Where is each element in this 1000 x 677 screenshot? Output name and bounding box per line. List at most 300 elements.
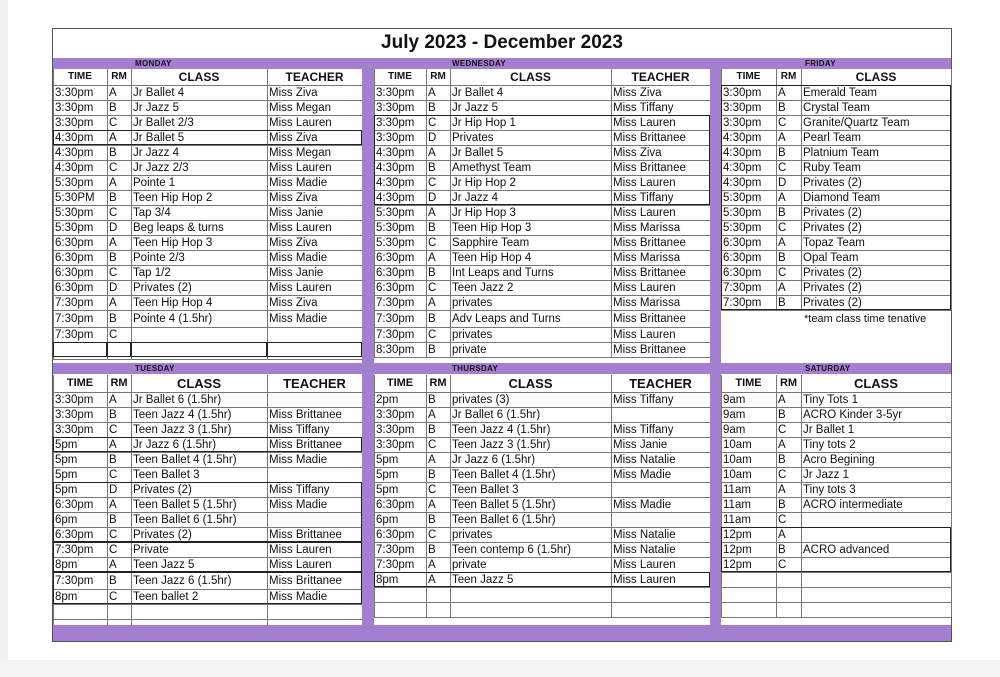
- saturday-col-line: [801, 375, 802, 617]
- friday-cell: A: [778, 191, 786, 204]
- friday-cell: A: [778, 131, 786, 144]
- tuesday-cell: Jr Jazz 6 (1.5hr): [133, 438, 217, 451]
- tuesday-cell: 3:30pm: [55, 423, 94, 436]
- saturday-row-line: [721, 587, 951, 588]
- thursday-cell: A: [428, 573, 436, 586]
- thursday-row-line: [374, 602, 710, 603]
- thursday-header-teacher: TEACHER: [629, 376, 692, 391]
- tuesday-header-rm: RM: [110, 377, 128, 389]
- monday-cell: 5:30pm: [55, 176, 94, 189]
- wednesday-cell: A: [428, 146, 436, 159]
- saturday-cell: 11am: [723, 483, 751, 496]
- tuesday-cell: Miss Tiffany: [269, 483, 330, 496]
- friday-header-rm: RM: [780, 71, 797, 82]
- saturday-cell: C: [778, 468, 787, 481]
- tuesday-day-label: TUESDAY: [135, 364, 175, 373]
- saturday-cell: [803, 513, 950, 527]
- wednesday-cell: Miss Ziva: [613, 146, 662, 159]
- saturday-cell: 9am: [723, 408, 746, 421]
- monday-cell: Miss Ziva: [269, 236, 318, 249]
- tuesday-cell: Teen Jazz 6 (1.5hr): [133, 574, 232, 587]
- monday-outlined-rows: [107, 342, 131, 357]
- bottom-band: [53, 625, 951, 641]
- thursday-cell: B: [428, 513, 436, 526]
- monday-cell: 3:30pm: [55, 86, 94, 99]
- thursday-cell: Teen Jazz 5: [452, 573, 514, 586]
- friday-cell: Crystal Team: [803, 101, 870, 114]
- saturday-cell: ACRO advanced: [803, 543, 890, 556]
- wednesday-cell: A: [428, 251, 436, 264]
- wednesday-cell: 7:30pm: [376, 312, 415, 325]
- saturday-cell: C: [778, 423, 787, 436]
- thursday-cell: B: [428, 423, 436, 436]
- friday-cell: Granite/Quartz Team: [803, 116, 910, 129]
- monday-cell: 7:30pm: [55, 312, 94, 325]
- wednesday-cell: Miss Lauren: [613, 328, 676, 341]
- monday-cell: 4:30pm: [55, 161, 94, 174]
- thursday-row-line: [374, 617, 710, 618]
- monday-outlined-rows: [131, 342, 267, 357]
- thursday-header-class: CLASS: [508, 376, 553, 391]
- friday-cell: 4:30pm: [723, 176, 762, 189]
- tuesday-cell: Miss Lauren: [269, 543, 332, 556]
- wednesday-cell: 4:30pm: [376, 176, 415, 189]
- tuesday-cell: C: [109, 468, 118, 481]
- divider-thu-sat: [710, 363, 721, 641]
- tuesday-cell: Teen Ballet 5 (1.5hr): [133, 498, 237, 511]
- thursday-cell: Teen Ballet 6 (1.5hr): [452, 513, 556, 526]
- friday-cell: Pearl Team: [803, 131, 861, 144]
- wednesday-cell: D: [428, 131, 437, 144]
- monday-col-line: [53, 69, 54, 359]
- monday-cell: C: [109, 161, 118, 174]
- thursday-cell: Miss Natalie: [613, 453, 676, 466]
- wednesday-header-time: TIME: [388, 71, 412, 82]
- tuesday-cell: Miss Brittanee: [269, 574, 342, 587]
- wednesday-cell: Jr Jazz 4: [452, 191, 499, 204]
- saturday-col-line: [776, 375, 777, 617]
- monday-cell: Miss Ziva: [269, 131, 318, 144]
- monday-cell: Jr Ballet 4: [133, 86, 185, 99]
- wednesday-cell: Adv Leaps and Turns: [452, 312, 561, 325]
- monday-cell: Pointe 2/3: [133, 251, 185, 264]
- wednesday-cell: private: [452, 343, 487, 356]
- thursday-cell: Teen Ballet 3: [452, 483, 519, 496]
- wednesday-cell: B: [428, 343, 436, 356]
- friday-cell: 3:30pm: [723, 86, 762, 99]
- wednesday-cell: Miss Lauren: [613, 281, 676, 294]
- divider-wed-fri: [710, 58, 721, 363]
- wednesday-cell: Miss Tiffany: [613, 191, 674, 204]
- friday-cell: 4:30pm: [723, 161, 762, 174]
- monday-cell: Miss Lauren: [269, 281, 332, 294]
- friday-cell: 6:30pm: [723, 236, 762, 249]
- wednesday-cell: Jr Hip Hop 3: [452, 206, 516, 219]
- thursday-cell: [613, 513, 709, 527]
- divider-tue-thu: [362, 363, 374, 641]
- saturday-cell: Jr Ballet 1: [803, 423, 855, 436]
- thursday-cell: A: [428, 408, 436, 421]
- friday-cell: C: [778, 161, 787, 174]
- wednesday-cell: C: [428, 116, 437, 129]
- saturday-cell: 10am: [723, 468, 752, 481]
- thursday-cell: [613, 408, 709, 422]
- monday-cell: Tap 1/2: [133, 266, 171, 279]
- saturday-cell: Acro Begining: [803, 453, 875, 466]
- wednesday-cell: privates: [452, 328, 493, 341]
- wednesday-cell: B: [428, 221, 436, 234]
- monday-cell: Jr Jazz 4: [133, 146, 180, 159]
- wednesday-cell: B: [428, 101, 436, 114]
- saturday-col-line: [951, 375, 952, 617]
- wednesday-cell: Miss Lauren: [613, 116, 676, 129]
- tuesday-cell: Miss Madie: [269, 590, 328, 603]
- monday-cell: C: [109, 266, 118, 279]
- tuesday-cell: C: [109, 543, 118, 556]
- monday-cell: Miss Ziva: [269, 86, 318, 99]
- thursday-cell: B: [428, 468, 436, 481]
- friday-cell: Privates (2): [803, 296, 862, 309]
- friday-cell: Emerald Team: [803, 86, 877, 99]
- thursday-day-label: THURSDAY: [452, 364, 499, 373]
- thursday-cell: B: [428, 393, 436, 406]
- wednesday-cell: Miss Lauren: [613, 206, 676, 219]
- thursday-cell: Teen contemp 6 (1.5hr): [452, 543, 571, 556]
- saturday-cell: Tiny Tots 1: [803, 393, 858, 406]
- wednesday-cell: C: [428, 236, 437, 249]
- wednesday-cell: Miss Brittanee: [613, 236, 686, 249]
- saturday-cell: B: [778, 543, 786, 556]
- monday-cell: B: [109, 312, 117, 325]
- monday-cell: Miss Lauren: [269, 221, 332, 234]
- friday-cell: 3:30pm: [723, 101, 762, 114]
- tuesday-band: [53, 363, 362, 374]
- tuesday-row-line: [53, 619, 362, 620]
- saturday-row-line: [721, 602, 951, 603]
- monday-header-line: [53, 85, 362, 86]
- monday-cell: B: [109, 251, 117, 264]
- monday-cell: B: [109, 146, 117, 159]
- monday-cell: Jr Jazz 5: [133, 101, 180, 114]
- friday-header-time: TIME: [736, 71, 761, 82]
- thursday-cell: 7:30pm: [376, 558, 415, 571]
- viewer-left-margin: [0, 0, 8, 677]
- saturday-cell: 9am: [723, 423, 746, 436]
- friday-col-line: [951, 69, 952, 310]
- wednesday-cell: 5:30pm: [376, 206, 415, 219]
- thursday-outlined-rows: [374, 572, 710, 587]
- friday-cell: B: [778, 206, 786, 219]
- friday-cell: A: [778, 236, 786, 249]
- thursday-row-line: [374, 587, 710, 588]
- wednesday-cell: 7:30pm: [376, 296, 415, 309]
- monday-col-line: [107, 69, 108, 359]
- friday-cell: A: [778, 86, 786, 99]
- friday-cell: 6:30pm: [723, 266, 762, 279]
- wednesday-cell: B: [428, 161, 436, 174]
- wednesday-cell: Miss Marissa: [613, 296, 681, 309]
- wednesday-cell: Privates: [452, 131, 494, 144]
- monday-cell: 4:30pm: [55, 146, 94, 159]
- thursday-cell: Miss Madie: [613, 468, 672, 481]
- monday-cell: Miss Ziva: [269, 296, 318, 309]
- monday-cell: Miss Janie: [269, 206, 324, 219]
- saturday-cell: ACRO intermediate: [803, 498, 903, 511]
- tuesday-cell: A: [109, 393, 117, 406]
- saturday-header-class: CLASS: [853, 376, 899, 391]
- saturday-row-line: [721, 617, 951, 618]
- wednesday-cell: D: [428, 191, 437, 204]
- saturday-header-time: TIME: [735, 377, 762, 389]
- wednesday-cell: 4:30pm: [376, 146, 415, 159]
- wednesday-cell: A: [428, 206, 436, 219]
- thursday-band: [374, 363, 710, 374]
- wednesday-cell: Miss Marissa: [613, 251, 681, 264]
- saturday-cell: 12pm: [723, 543, 752, 556]
- thursday-cell: 6:30pm: [376, 528, 415, 541]
- saturday-cell: A: [778, 528, 786, 541]
- monday-cell: Miss Madie: [269, 312, 328, 325]
- monday-cell: Miss Madie: [269, 251, 328, 264]
- monday-cell: 5:30pm: [55, 221, 94, 234]
- tuesday-cell: 5pm: [55, 453, 78, 466]
- thursday-cell: 6pm: [376, 513, 399, 526]
- saturday-cell: 10am: [723, 438, 752, 451]
- monday-cell: Miss Megan: [269, 146, 331, 159]
- monday-cell: 6:30pm: [55, 266, 94, 279]
- tuesday-cell: D: [109, 483, 118, 496]
- saturday-cell: B: [778, 453, 786, 466]
- thursday-cell: A: [428, 558, 436, 571]
- saturday-cell: Tiny tots 3: [803, 483, 856, 496]
- monday-cell: Miss Madie: [269, 176, 328, 189]
- wednesday-day-label: WEDNESDAY: [452, 59, 506, 68]
- tuesday-header-class: CLASS: [176, 376, 222, 391]
- wednesday-header-class: CLASS: [510, 70, 551, 84]
- monday-header-time: TIME: [68, 71, 92, 82]
- friday-cell: 3:30pm: [723, 116, 762, 129]
- thursday-cell: 2pm: [376, 393, 399, 406]
- monday-cell: Jr Ballet 2/3: [133, 116, 194, 129]
- wednesday-cell: Amethyst Team: [452, 161, 532, 174]
- friday-cell: C: [778, 221, 787, 234]
- wednesday-cell: Jr Hip Hop 2: [452, 176, 516, 189]
- wednesday-col-line: [611, 69, 612, 357]
- wednesday-cell: 8:30pm: [376, 343, 415, 356]
- monday-cell: [133, 328, 266, 342]
- friday-cell: Topaz Team: [803, 236, 865, 249]
- saturday-cell: 10am: [723, 453, 752, 466]
- friday-cell: Opal Team: [803, 251, 859, 264]
- saturday-cell: 11am: [723, 513, 751, 526]
- wednesday-cell: Miss Brittanee: [613, 161, 686, 174]
- wednesday-cell: Miss Tiffany: [613, 101, 674, 114]
- wednesday-cell: privates: [452, 296, 493, 309]
- thursday-cell: Miss Janie: [613, 438, 668, 451]
- friday-header-class: CLASS: [855, 70, 897, 84]
- tuesday-cell: Teen Jazz 3 (1.5hr): [133, 423, 232, 436]
- wednesday-cell: 5:30pm: [376, 236, 415, 249]
- friday-cell: 4:30pm: [723, 131, 762, 144]
- thursday-cell: Miss Natalie: [613, 528, 676, 541]
- friday-cell: 7:30pm: [723, 281, 762, 294]
- monday-header-teacher: TEACHER: [285, 70, 344, 84]
- wednesday-cell: Sapphire Team: [452, 236, 530, 249]
- thursday-cell: C: [428, 483, 437, 496]
- wednesday-cell: Miss Brittanee: [613, 343, 686, 356]
- tuesday-cell: C: [109, 423, 118, 436]
- tuesday-cell: Private: [133, 543, 169, 556]
- tuesday-cell: Miss Madie: [269, 453, 328, 466]
- wednesday-cell: Jr Jazz 5: [452, 101, 499, 114]
- monday-cell: Miss Ziva: [269, 191, 318, 204]
- saturday-cell: C: [778, 513, 787, 526]
- wednesday-cell: B: [428, 266, 436, 279]
- monday-cell: C: [109, 206, 118, 219]
- saturday-cell: A: [778, 483, 786, 496]
- friday-cell: Diamond Team: [803, 191, 881, 204]
- saturday-cell: B: [778, 408, 786, 421]
- thursday-cell: Miss Tiffany: [613, 393, 674, 406]
- wednesday-cell: 6:30pm: [376, 266, 415, 279]
- page-title: July 2023 - December 2023: [381, 32, 623, 53]
- tuesday-cell: 5pm: [55, 483, 78, 496]
- tuesday-cell: [269, 468, 361, 482]
- thursday-cell: 8pm: [376, 573, 399, 586]
- tuesday-cell: A: [109, 558, 117, 571]
- saturday-cell: A: [778, 393, 786, 406]
- tuesday-cell: B: [109, 513, 117, 526]
- friday-cell: 6:30pm: [723, 251, 762, 264]
- tuesday-cell: 5pm: [55, 438, 78, 451]
- tuesday-cell: [269, 393, 361, 407]
- monday-cell: 6:30pm: [55, 251, 94, 264]
- tuesday-cell: Miss Lauren: [269, 558, 332, 571]
- wednesday-col-line: [426, 69, 427, 357]
- monday-col-line: [131, 69, 132, 359]
- tuesday-cell: 6:30pm: [55, 498, 94, 511]
- wednesday-cell: 4:30pm: [376, 161, 415, 174]
- friday-cell: Privates (2): [803, 206, 862, 219]
- wednesday-cell: 4:30pm: [376, 191, 415, 204]
- thursday-cell: 6:30pm: [376, 498, 415, 511]
- thursday-header-line: [374, 392, 710, 393]
- wednesday-header-line: [374, 85, 710, 86]
- schedule-sheet: [52, 28, 952, 642]
- tuesday-outlined-rows: [53, 572, 362, 604]
- tuesday-header-teacher: TEACHER: [283, 376, 346, 391]
- monday-cell: Miss Megan: [269, 101, 331, 114]
- saturday-cell: ACRO Kinder 3-5yr: [803, 408, 903, 421]
- wednesday-cell: Jr Ballet 5: [452, 146, 504, 159]
- tuesday-cell: 7:30pm: [55, 574, 94, 587]
- wednesday-header-rm: RM: [430, 71, 446, 82]
- thursday-cell: C: [428, 528, 437, 541]
- thursday-cell: A: [428, 498, 436, 511]
- monday-cell: [269, 328, 361, 342]
- friday-cell: B: [778, 296, 786, 309]
- thursday-cell: 5pm: [376, 483, 399, 496]
- monday-row-line: [53, 359, 362, 360]
- monday-cell: Teen Hip Hop 2: [133, 191, 213, 204]
- monday-outlined-rows: [53, 130, 362, 145]
- wednesday-cell: 5:30pm: [376, 221, 415, 234]
- monday-header-rm: RM: [111, 71, 127, 82]
- tuesday-cell: C: [109, 590, 118, 603]
- saturday-cell: 12pm: [723, 528, 752, 541]
- tuesday-cell: Miss Madie: [269, 498, 328, 511]
- tuesday-cell: Privates (2): [133, 483, 192, 496]
- wednesday-cell: Miss Marissa: [613, 221, 681, 234]
- tuesday-cell: 3:30pm: [55, 408, 94, 421]
- wednesday-cell: 3:30pm: [376, 116, 415, 129]
- friday-cell: C: [778, 116, 787, 129]
- thursday-cell: 3:30pm: [376, 423, 415, 436]
- monday-cell: Pointe 1: [133, 176, 176, 189]
- thursday-cell: Miss Lauren: [613, 573, 676, 586]
- tuesday-cell: B: [109, 453, 117, 466]
- friday-cell: 5:30pm: [723, 206, 762, 219]
- monday-outlined-rows: [53, 342, 107, 357]
- monday-cell: Teen Hip Hop 3: [133, 236, 213, 249]
- thursday-cell: [613, 483, 709, 497]
- wednesday-cell: Jr Ballet 4: [452, 86, 504, 99]
- tuesday-cell: Privates (2): [133, 528, 192, 541]
- saturday-cell: Tiny tots 2: [803, 438, 856, 451]
- friday-cell: 5:30pm: [723, 221, 762, 234]
- saturday-day-label: SATURDAY: [805, 364, 851, 373]
- wednesday-cell: 6:30pm: [376, 251, 415, 264]
- friday-cell: B: [778, 101, 786, 114]
- wednesday-cell: Miss Ziva: [613, 86, 662, 99]
- monday-cell: Miss Lauren: [269, 161, 332, 174]
- thursday-cell: privates (3): [452, 393, 510, 406]
- wednesday-row-line: [374, 357, 710, 358]
- monday-cell: 6:30pm: [55, 236, 94, 249]
- thursday-cell: 7:30pm: [376, 543, 415, 556]
- thursday-cell: 5pm: [376, 468, 399, 481]
- tuesday-outlined-rows: [53, 482, 362, 542]
- monday-cell: 5:30pm: [55, 206, 94, 219]
- wednesday-cell: 3:30pm: [376, 86, 415, 99]
- saturday-cell: C: [778, 558, 787, 571]
- friday-cell: Platnium Team: [803, 146, 879, 159]
- thursday-cell: Teen Ballet 5 (1.5hr): [452, 498, 556, 511]
- friday-note: *team class time tenative: [804, 313, 927, 325]
- saturday-cell: Jr Jazz 1: [803, 468, 850, 481]
- tuesday-cell: Teen Ballet 6 (1.5hr): [133, 513, 237, 526]
- friday-cell: 4:30pm: [723, 146, 762, 159]
- monday-cell: A: [109, 86, 117, 99]
- thursday-header-time: TIME: [386, 377, 414, 389]
- monday-cell: C: [109, 116, 118, 129]
- friday-cell: Ruby Team: [803, 161, 861, 174]
- thursday-cell: Miss Madie: [613, 498, 672, 511]
- wednesday-cell: 3:30pm: [376, 131, 415, 144]
- thursday-cell: Miss Lauren: [613, 558, 676, 571]
- viewer-bottom-margin: [0, 660, 1000, 677]
- monday-cell: C: [109, 328, 118, 341]
- monday-cell: Miss Lauren: [269, 116, 332, 129]
- wednesday-cell: Jr Hip Hop 1: [452, 116, 516, 129]
- monday-day-label: MONDAY: [135, 59, 172, 68]
- wednesday-cell: Teen Hip Hop 3: [452, 221, 532, 234]
- wednesday-outlined-rows: [374, 115, 710, 205]
- monday-cell: B: [109, 101, 117, 114]
- wednesday-cell: A: [428, 296, 436, 309]
- monday-cell: Pointe 4 (1.5hr): [133, 312, 213, 325]
- wednesday-cell: Miss Brittanee: [613, 312, 686, 325]
